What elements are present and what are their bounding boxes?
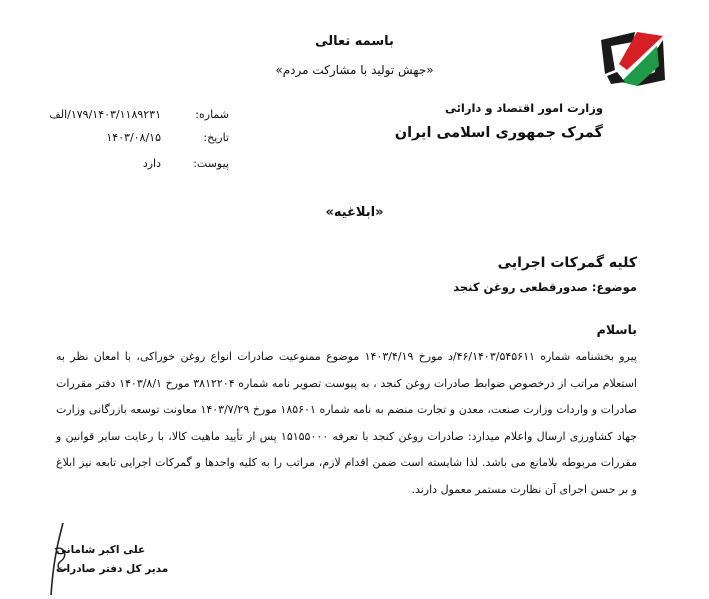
date-label: تاریخ: [203, 131, 229, 144]
subject-line: موضوع: صدورقطعی روغن کنجد [453, 280, 637, 294]
eblagh-title: «ابلاغیه» [325, 205, 384, 220]
date-value: ۱۴۰۳/۰۸/۱۵ [106, 131, 161, 144]
letter-body: پیرو بخشنامه شماره ۴۶/۱۴۰۳/۵۴۵۶۱۱/د مورخ ۱۴۰۳/۴/۱۹ موضوع ممنوعیت صادرات انواع روغن خوراکی، با امعان نظر به استعلام مراتب از درخصوص ضوابط صادرات روغن کنجد ، به پیوست تصویر نامه شماره ۳۸۱۲۲۰۴ مورخ ۱۴۰۳/۸/۱ دفتر مقررات صادرات و واردات وزارت صنعت، معدن و تجارت منضم به نامه شماره ۱۸۵۶۰۱ مورخ ۱۴۰۳/۷/۲۹ معاونت توسعه بازرگانی وزارت جهاد کشاورزی ارسال واعلام میدارد: صادرات روغن کنجد با تعرفه ۱۵۱۵۵۰۰۰ پس از تأیید ماهیت کالا، با رعایت سایر قوانین و مقررات مربوطه بلامانع می باشد. لذا شایسته است ضمن اقدام لازم، مراتب را به کلیه واحدها و گمرکات اجرایی تابعه نیز ابلاغ و بر حسن اجرای آن نظارت مستمر معمول دارند. [56, 350, 637, 496]
handwritten-signature [33, 515, 153, 599]
number-value: ۱۷۹/۱۴۰۳/۱۱۸۹۲۳۱/الف [49, 108, 161, 121]
recipient: کلیه گمرکات اجرایی [497, 255, 637, 271]
salutation: باسلام [596, 322, 637, 337]
attachment-label: پیوست: [193, 157, 229, 170]
customs-name: گمرک جمهوری اسلامی ایران [394, 125, 603, 141]
signatory-name: علی اکبر شامانی [56, 544, 146, 556]
attachment-value: دارد [142, 157, 161, 170]
number-label: شماره: [195, 108, 229, 121]
slogan: «جهش تولید با مشارکت مردم» [275, 63, 434, 77]
ministry-name: وزارت امور اقتصاد و دارائی [444, 101, 603, 115]
signatory-title: مدیر کل دفتر صادرات [56, 563, 169, 575]
bismillah-heading: باسمه تعالی [315, 34, 394, 49]
